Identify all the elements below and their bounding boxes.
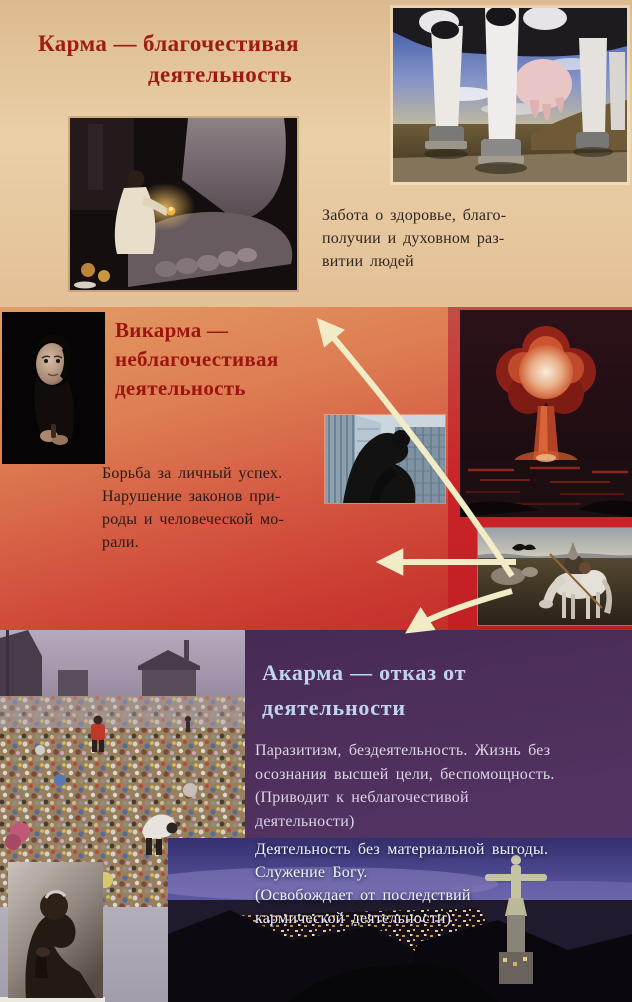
skyscraper-illustration	[325, 415, 445, 503]
photo-sacred-cow	[393, 8, 627, 182]
vikarma-heading	[115, 316, 279, 403]
knight-painting-illustration	[478, 528, 632, 625]
photo-skyscraper-sculpture	[325, 415, 445, 503]
vikarma-heading-line1: Викарма —	[115, 318, 229, 342]
karma-caption-line2: получии и духовном раз-	[322, 230, 505, 247]
vikarma-heading-line3: деятельность	[115, 376, 246, 400]
akarma-caption2-line2: Служение Богу.	[255, 864, 368, 881]
karma-heading-line2: деятельность	[148, 62, 293, 87]
vikarma-caption-line4: рали.	[102, 534, 139, 551]
photo-bowed-figure-sculpture	[8, 862, 103, 998]
vikarma-caption-line3: роды и человеческой мо-	[102, 511, 285, 528]
akarma-caption1-line4: деятельности)	[255, 812, 355, 830]
karma-caption-line1: Забота о здоровье, благо-	[322, 207, 507, 224]
akarma-caption2-line3: (Освобождает от последствий	[255, 887, 471, 904]
vikarma-heading-line2: неблагочестивая	[115, 347, 279, 371]
akarma-heading	[262, 655, 466, 725]
cow-illustration	[393, 8, 627, 182]
akarma-caption2-line4: кармической деятельности)	[255, 910, 452, 927]
dark-portrait-illustration	[2, 312, 105, 464]
akarma-caption-parasitism	[255, 739, 555, 833]
vikarma-caption	[102, 462, 284, 554]
karma-caption-line3: витии людей	[322, 253, 414, 270]
vikarma-caption-line2: Нарушение законов при-	[102, 488, 281, 505]
photo-nuclear-explosion	[460, 310, 632, 517]
photo-knight-at-crossroads	[478, 528, 632, 625]
akarma-caption2-line1: Деятельность без материальной выгоды.	[255, 841, 549, 858]
vikarma-caption-line1: Борьба за личный успех.	[102, 465, 283, 482]
karma-heading	[38, 28, 299, 90]
karma-caption	[322, 204, 506, 273]
akarma-caption-service	[255, 838, 548, 930]
akarma-caption1-line2: осознания высшей цели, беспомощность.	[255, 765, 555, 783]
akarma-heading-line1: Акарма — отказ от	[262, 660, 467, 685]
akarma-caption1-line3: (Приводит к неблагочестивой	[255, 789, 469, 806]
photo-dark-portrait	[2, 312, 105, 464]
akarma-caption1-line1: Паразитизм, бездеятельность. Жизнь без	[255, 742, 551, 759]
bowed-figure-illustration	[8, 862, 103, 998]
nuclear-explosion-illustration	[460, 310, 632, 517]
akarma-heading-line2: деятельности	[262, 695, 406, 720]
karma-heading-line1: Карма — благочестивая	[38, 31, 299, 56]
photo-deity-feet-worship	[70, 118, 297, 290]
deity-feet-illustration	[70, 118, 297, 290]
